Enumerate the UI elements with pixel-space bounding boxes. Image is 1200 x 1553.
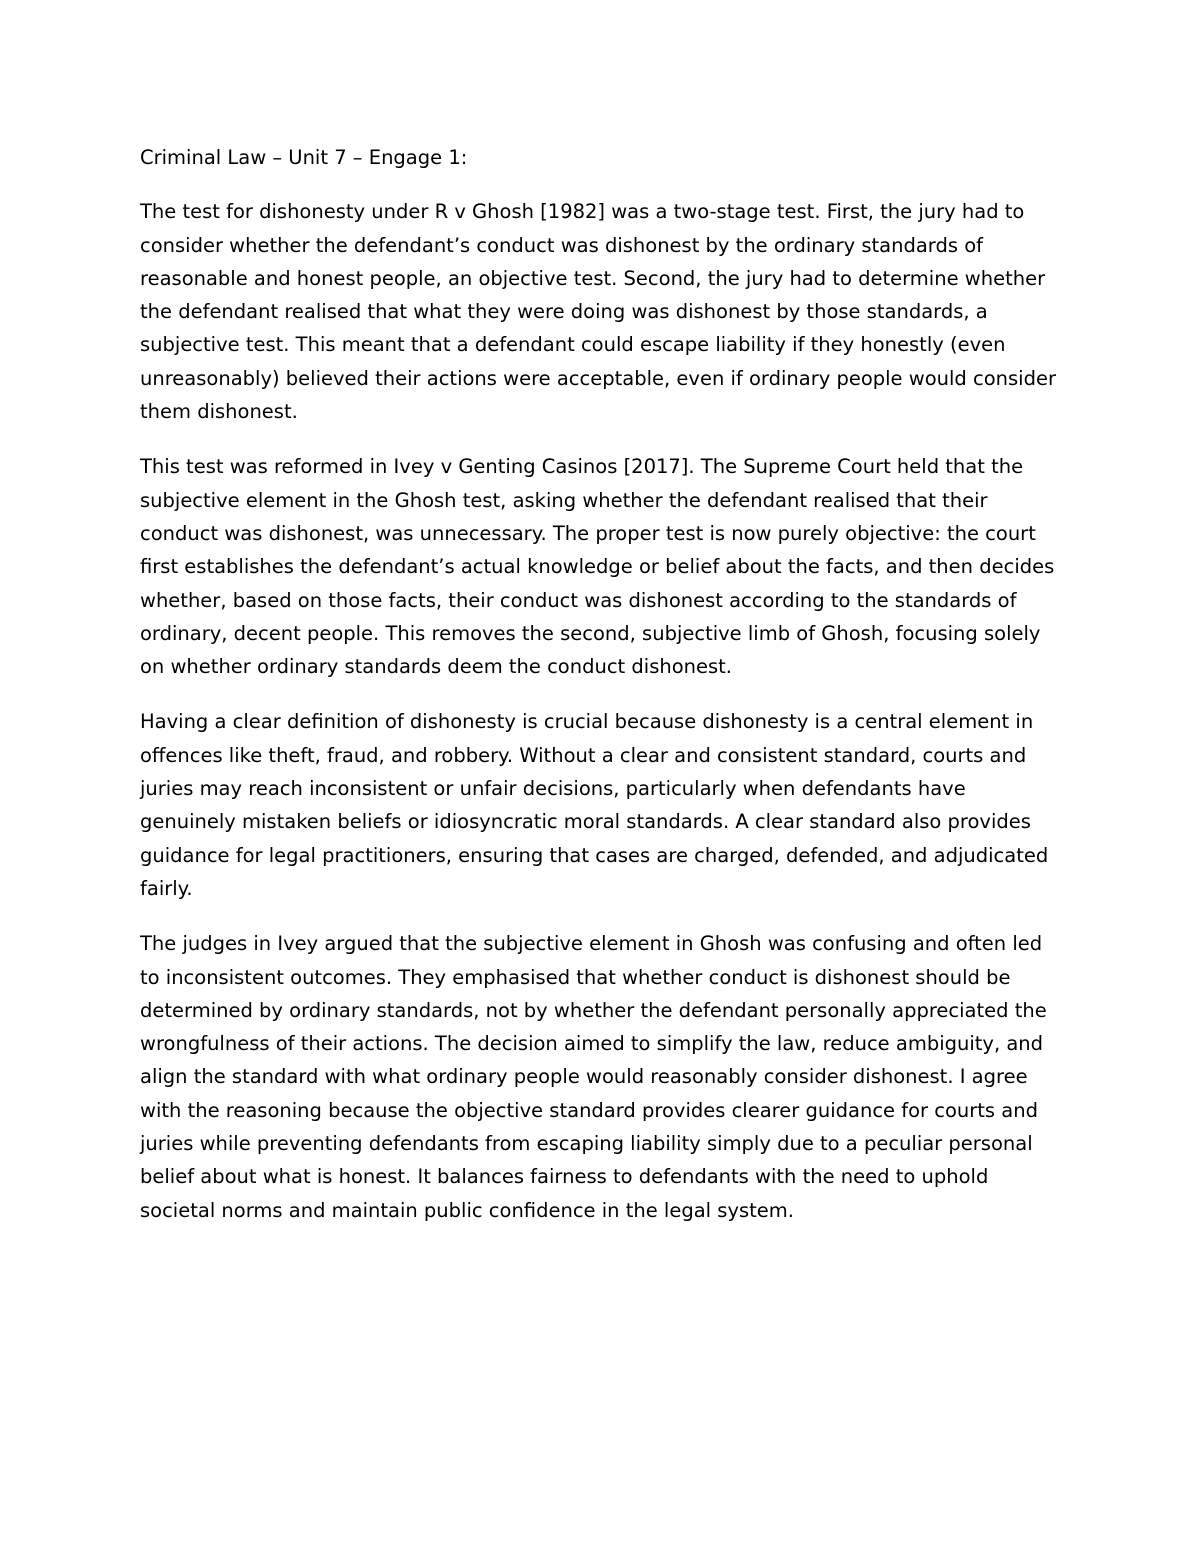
paragraph-judges-reasoning: The judges in Ivey argued that the subjective element in Ghosh was confusing and often led to inconsistent outcomes. They emphasised that whether conduct is dishonest should be determined by ordinary standards, not by whether the defendant personally appreciated the wrongfulness of their actions. The decision aimed to simplify the law, reduce ambiguity, and align the standard with what ordinary people would reasonably consider dishonest. I agree with the reasoning because the objective standard provides clearer guidance for courts and juries while preventing defendants from escaping liability simply due to a peculiar personal belief about what is honest. It balances fairness to defendants with the need to uphold societal norms and maintain public confidence in the legal system. xyxy=(140,932,1047,1222)
document-heading: Criminal Law – Unit 7 – Engage 1: xyxy=(140,146,468,169)
paragraph-ivey-reform: This test was reformed in Ivey v Genting Casinos [2017]. The Supreme Court held that the subjective element in the Ghosh test, asking whether the defendant realised that their conduct was dishonest, was unnecessary. The proper test is now purely objective: the court first establishes the defendant’s actual knowledge or belief about the facts, and then decides whether, based on those facts, their conduct was dishonest according to the standards of ordinary, decent people. This removes the second, subjective limb of Ghosh, focusing solely on whether ordinary standards deem the conduct dishonest. xyxy=(140,455,1055,679)
paragraph-clear-definition: Having a clear definition of dishonesty is crucial because dishonesty is a central element in offences like theft, fraud, and robbery. Without a clear and consistent standard, courts and juries may reach inconsistent or unfair decisions, particularly when defendants have genuinely mistaken beliefs or idiosyncratic moral standards. A clear standard also provides guidance for legal practitioners, ensuring that cases are charged, defended, and adjudicated fairly. xyxy=(140,710,1049,900)
document-body xyxy=(140,141,1065,1249)
paragraph-ghosh-test: The test for dishonesty under R v Ghosh [1982] was a two-stage test. First, the jury had to consider whether the defendant’s conduct was dishonest by the ordinary standards of reasonable and honest people, an objective test. Second, the jury had to determine whether the defendant realised that what they were doing was dishonest by those standards, a subjective test. This meant that a defendant could escape liability if they honestly (even unreasonably) believed their actions were acceptable, even if ordinary people would consider them dishonest. xyxy=(140,200,1056,424)
